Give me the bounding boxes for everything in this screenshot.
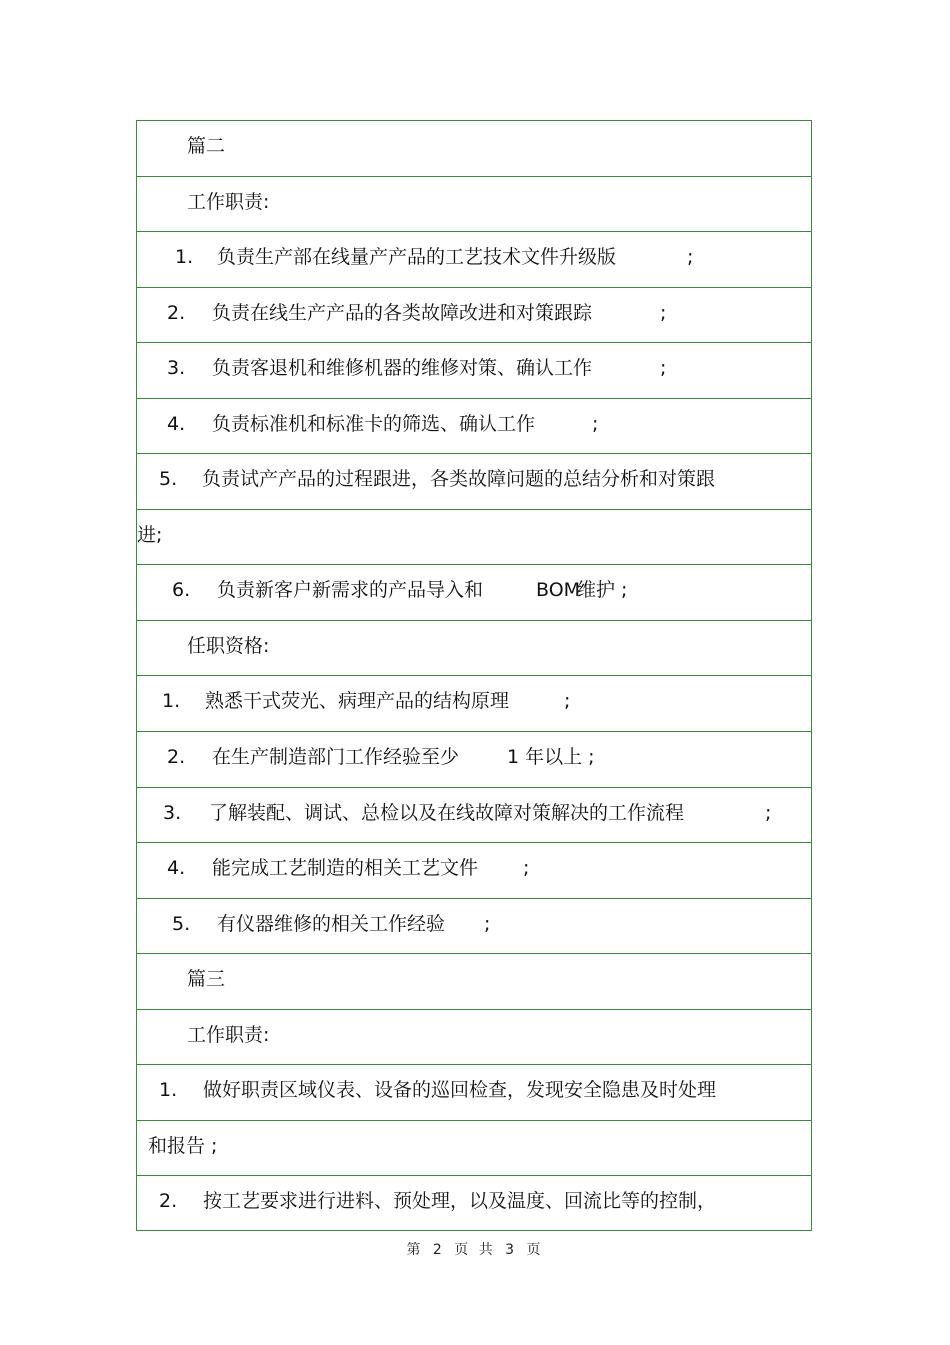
item-number: 4. — [167, 857, 186, 880]
item-abbrev: BOM — [536, 579, 581, 602]
item-number: 1. — [162, 690, 181, 713]
page-footer — [0, 1239, 950, 1259]
item-text: 能完成工艺制造的相关工艺文件 — [212, 857, 479, 880]
document-table — [136, 120, 812, 1231]
item-number: 3. — [167, 357, 186, 380]
item-text: 负责新客户新需求的产品导入和 — [217, 579, 484, 602]
table-row — [137, 788, 811, 844]
table-row — [137, 177, 811, 233]
footer-label: 页 — [526, 1242, 544, 1258]
table-row — [137, 954, 811, 1010]
table-row — [137, 621, 811, 677]
item-text: 负责标准机和标准卡的筛选、确认工作 — [212, 412, 536, 435]
table-row — [137, 732, 811, 788]
item-end: ; — [564, 690, 571, 713]
table-row — [137, 121, 811, 177]
item-end: ; — [660, 357, 667, 380]
item-end: ; — [765, 801, 772, 824]
item-number: 1. — [159, 1079, 178, 1102]
item-end: ; — [687, 246, 694, 269]
table-row — [137, 399, 811, 455]
table-row — [137, 1065, 811, 1121]
item-number: 2. — [167, 301, 186, 324]
item-text: 负责客退机和维修机器的维修对策、确认工作 — [212, 357, 593, 380]
item-text: 负责在线生产产品的各类故障改进和对策跟踪 — [212, 301, 593, 324]
item-number: 3. — [163, 801, 182, 824]
table-row — [137, 510, 811, 566]
table-row — [137, 899, 811, 955]
item-text: 负责生产部在线量产产品的工艺技术文件升级版 — [217, 246, 617, 269]
footer-label: 页 共 — [454, 1242, 496, 1258]
item-text: 按工艺要求进行进料、预处理，以及温度、回流比等的控制， — [203, 1190, 717, 1213]
subsection-heading: 工作职责: — [187, 190, 270, 213]
section-heading: 篇三 — [187, 968, 226, 991]
item-number: 4. — [167, 412, 186, 435]
subsection-heading: 任职资格: — [187, 634, 270, 657]
table-row — [137, 843, 811, 899]
item-continuation: 进; — [137, 523, 163, 546]
table-row — [137, 676, 811, 732]
item-text: 熟悉干式荧光、病理产品的结构原理 — [205, 690, 510, 713]
table-row — [137, 565, 811, 621]
item-number: 1. — [175, 246, 194, 269]
page-total: 3 — [505, 1242, 518, 1258]
item-number: 2. — [167, 746, 186, 769]
item-continuation: 和报告 ; — [148, 1134, 218, 1157]
table-row — [137, 343, 811, 399]
item-end: ; — [660, 301, 667, 324]
item-number: 6. — [172, 579, 191, 602]
table-row — [137, 1121, 811, 1177]
table-row — [137, 1176, 811, 1232]
footer-label: 第 — [406, 1242, 424, 1258]
item-text-tail: 维护 ; — [577, 579, 628, 602]
item-text: 了解装配、调试、总检以及在线故障对策解决的工作流程 — [209, 801, 685, 824]
table-row — [137, 232, 811, 288]
page-number: 2 — [432, 1242, 445, 1258]
item-text: 做好职责区域仪表、设备的巡回检查，发现安全隐患及时处理 — [203, 1079, 717, 1102]
item-number: 2. — [159, 1190, 178, 1213]
item-number: 5. — [159, 468, 178, 491]
item-text: 负责试产产品的过程跟进，各类故障问题的总结分析和对策跟 — [202, 468, 716, 491]
item-text: 在生产制造部门工作经验至少 — [212, 746, 460, 769]
item-end: ; — [484, 912, 491, 935]
subsection-heading: 工作职责: — [187, 1023, 270, 1046]
item-end: ; — [592, 412, 599, 435]
item-end: 1 年以上 ; — [507, 746, 595, 769]
table-row — [137, 1010, 811, 1066]
item-text: 有仪器维修的相关工作经验 — [217, 912, 446, 935]
table-row — [137, 454, 811, 510]
section-heading: 篇二 — [187, 135, 226, 157]
item-number: 5. — [172, 912, 191, 935]
table-row — [137, 288, 811, 344]
item-end: ; — [523, 857, 530, 880]
